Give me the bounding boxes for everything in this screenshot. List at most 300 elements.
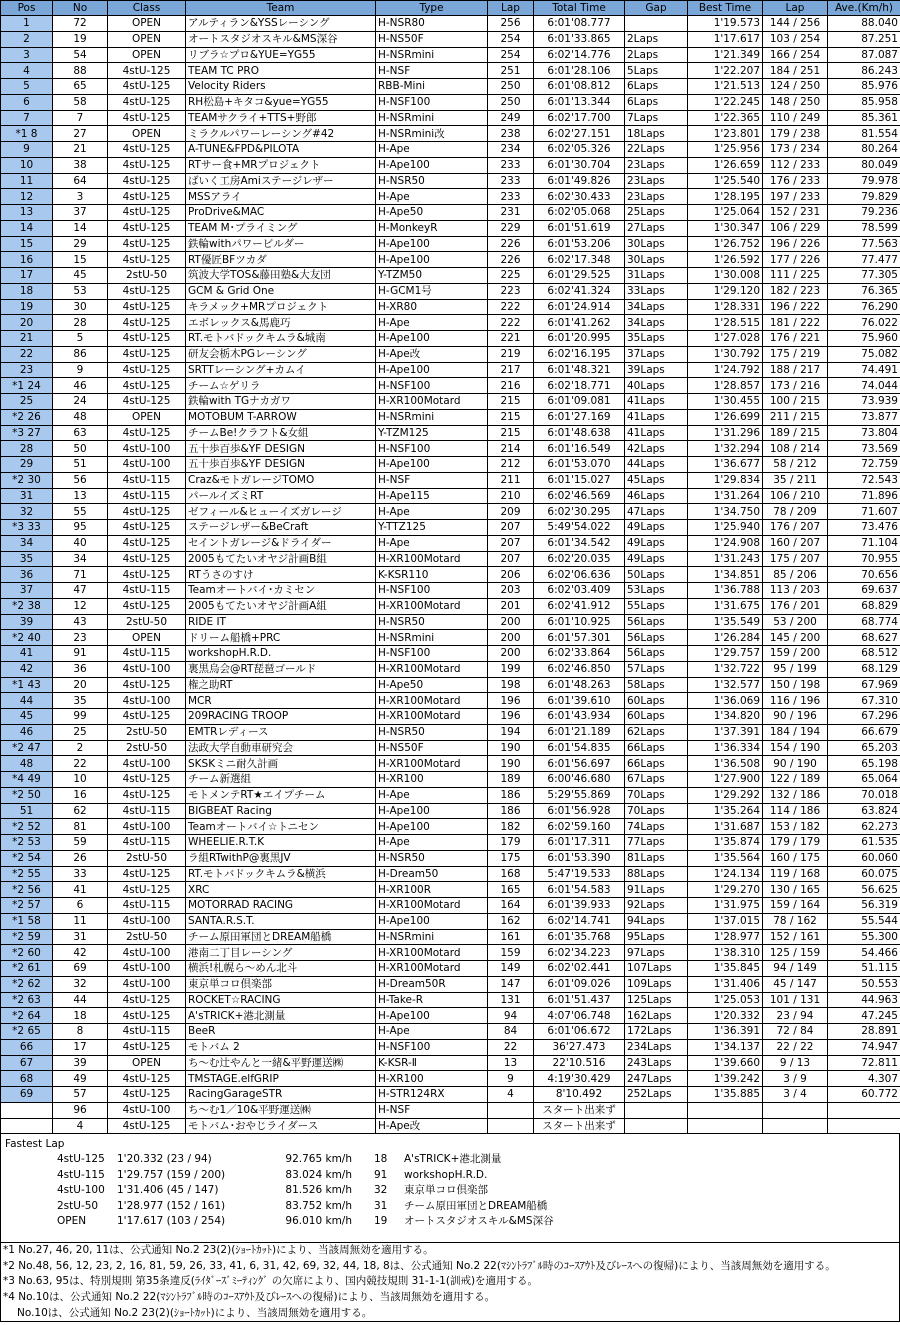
cell-ave-speed: 74.491 [828, 362, 900, 378]
cell-gap: 247Laps [625, 1071, 688, 1087]
cell-total-time: 6:01'17.311 [534, 835, 625, 851]
cell-pos: 20 [1, 315, 53, 331]
cell-ave-speed: 72.811 [828, 1055, 900, 1071]
cell-lap: 219 [488, 346, 534, 362]
table-row [1, 1039, 900, 1055]
cell-total-time: 6:01'48.638 [534, 425, 625, 441]
cell-total-time: 6:02'18.771 [534, 378, 625, 394]
cell-lap: 168 [488, 866, 534, 882]
note-line: *3 No.63, 95は、特別規則 第35条違反(ﾗｲﾀﾞｰｽﾞﾐｰﾃｨﾝｸﾞ の欠席により、国内競技規則 31-1-1(訓戒)を適用する。 [3, 1275, 539, 1288]
cell-team: 鉄輪with TGナカガワ [186, 394, 376, 410]
cell-total-time: 5:29'55.869 [534, 787, 625, 803]
cell-ave-speed: 74.044 [828, 378, 900, 394]
cell-team: RT.モトバドックキムラ&横浜 [186, 866, 376, 882]
cell-type: H-Ape [376, 142, 488, 158]
table-row [1, 646, 900, 662]
cell-pos: 36 [1, 567, 53, 583]
cell-type: H-Ape [376, 315, 488, 331]
cell-lap: 209 [488, 504, 534, 520]
cell-pos: 66 [1, 1039, 53, 1055]
cell-lap: 149 [488, 961, 534, 977]
cell-ave-speed: 87.251 [828, 31, 900, 47]
cell-total-time: 6:01'41.262 [534, 315, 625, 331]
cell-best-time: 1'37.015 [688, 913, 763, 929]
cell-best-time: 1'36.069 [688, 693, 763, 709]
cell-no: 95 [53, 520, 108, 536]
cell-type: H-XR100Motard [376, 551, 488, 567]
cell-best-lap: 173 / 216 [763, 378, 828, 394]
cell-lap: 226 [488, 252, 534, 268]
cell-no: 64 [53, 173, 108, 189]
cell-best-lap: 160 / 207 [763, 535, 828, 551]
cell-type: H-NSRmini改 [376, 126, 488, 142]
table-row [1, 1008, 900, 1024]
cell-ave-speed: 62.273 [828, 819, 900, 835]
cell-type: H-Ape50 [376, 677, 488, 693]
cell-ave-speed: 79.829 [828, 189, 900, 205]
cell-lap: 222 [488, 299, 534, 315]
cell-lap [488, 1118, 534, 1134]
cell-class: 4stU-125 [108, 346, 186, 362]
cell-class: 4stU-100 [108, 693, 186, 709]
cell-gap: 162Laps [625, 1008, 688, 1024]
cell-total-time: 22'10.516 [534, 1055, 625, 1071]
fl-no: 19 [374, 1215, 388, 1228]
cell-class: 4stU-125 [108, 1118, 186, 1134]
table-row [1, 835, 900, 851]
cell-type: H-Dream50 [376, 866, 488, 882]
cell-no: 15 [53, 252, 108, 268]
cell-no: 57 [53, 1087, 108, 1103]
cell-gap: 234Laps [625, 1039, 688, 1055]
table-row [1, 189, 900, 205]
cell-team: RH松島+キタコ&yue=YG55 [186, 94, 376, 110]
cell-lap: 162 [488, 913, 534, 929]
cell-best-lap: 130 / 165 [763, 882, 828, 898]
cell-total-time: 6:02'46.850 [534, 661, 625, 677]
table-row [1, 94, 900, 110]
cell-best-time: 1'22.245 [688, 94, 763, 110]
cell-team: ラ組RTwithP@裏黒JV [186, 850, 376, 866]
cell-team: ち〜む辻やんと一緒&平野運送㈱ [186, 1055, 376, 1071]
cell-total-time: 6:01'54.583 [534, 882, 625, 898]
cell-type: H-NSRmini [376, 929, 488, 945]
cell-type: K-KSR110 [376, 567, 488, 583]
cell-class: 4stU-100 [108, 457, 186, 473]
table-row [1, 504, 900, 520]
cell-team: 五十歩百歩&YF DESIGN [186, 441, 376, 457]
cell-no: 44 [53, 992, 108, 1008]
cell-pos: 45 [1, 709, 53, 725]
cell-pos: *4 49 [1, 772, 53, 788]
cell-lap: 238 [488, 126, 534, 142]
cell-no: 69 [53, 961, 108, 977]
cell-class: OPEN [108, 409, 186, 425]
cell-gap: 107Laps [625, 961, 688, 977]
cell-no: 17 [53, 1039, 108, 1055]
cell-best-lap: 197 / 233 [763, 189, 828, 205]
fastest-lap-row [5, 1168, 895, 1184]
cell-total-time: 6:02'06.636 [534, 567, 625, 583]
cell-ave-speed: 55.544 [828, 913, 900, 929]
cell-gap: 56Laps [625, 630, 688, 646]
cell-pos: 68 [1, 1071, 53, 1087]
cell-best-lap: 108 / 214 [763, 441, 828, 457]
cell-no: 50 [53, 441, 108, 457]
cell-lap: 22 [488, 1039, 534, 1055]
cell-pos: 1 [1, 16, 53, 32]
cell-class: 4stU-115 [108, 898, 186, 914]
cell-ave-speed: 67.296 [828, 709, 900, 725]
table-row [1, 488, 900, 504]
cell-ave-speed: 65.064 [828, 772, 900, 788]
cell-lap: 201 [488, 598, 534, 614]
header-row [1, 1, 900, 16]
cell-best-lap: 160 / 175 [763, 850, 828, 866]
cell-class: 4stU-125 [108, 63, 186, 79]
header-gap: Gap [625, 1, 688, 16]
cell-best-lap: 177 / 226 [763, 252, 828, 268]
cell-pos: 44 [1, 693, 53, 709]
results-body [1, 16, 900, 1134]
cell-lap: 221 [488, 331, 534, 347]
cell-no: 63 [53, 425, 108, 441]
cell-best-lap: 154 / 190 [763, 740, 828, 756]
cell-no: 38 [53, 157, 108, 173]
cell-class: OPEN [108, 31, 186, 47]
cell-gap: 58Laps [625, 677, 688, 693]
cell-best-lap: 103 / 254 [763, 31, 828, 47]
cell-lap: 164 [488, 898, 534, 914]
cell-best-lap: 181 / 222 [763, 315, 828, 331]
cell-gap: 6Laps [625, 79, 688, 95]
cell-ave-speed: 71.104 [828, 535, 900, 551]
cell-total-time: 6:02'59.160 [534, 819, 625, 835]
cell-total-time: 6:01'33.865 [534, 31, 625, 47]
cell-ave-speed: 77.563 [828, 236, 900, 252]
cell-team: TEAM TC PRO [186, 63, 376, 79]
cell-ave-speed: 68.627 [828, 630, 900, 646]
cell-lap: 254 [488, 31, 534, 47]
cell-ave-speed: 63.824 [828, 803, 900, 819]
cell-gap: 45Laps [625, 472, 688, 488]
table-row [1, 913, 900, 929]
table-row [1, 252, 900, 268]
table-row [1, 772, 900, 788]
cell-lap: 13 [488, 1055, 534, 1071]
cell-pos: *1 24 [1, 378, 53, 394]
table-row [1, 346, 900, 362]
cell-type: H-NSRmini [376, 630, 488, 646]
cell-pos: 18 [1, 283, 53, 299]
cell-type: H-Ape [376, 535, 488, 551]
cell-best-time: 1'28.195 [688, 189, 763, 205]
cell-lap: 189 [488, 772, 534, 788]
cell-ave-speed: 81.554 [828, 126, 900, 142]
cell-type: H-Ape [376, 787, 488, 803]
cell-class: 4stU-115 [108, 646, 186, 662]
cell-class: 2stU-50 [108, 850, 186, 866]
cell-lap: 190 [488, 740, 534, 756]
cell-best-time [688, 1102, 763, 1118]
cell-no: 25 [53, 724, 108, 740]
cell-pos [1, 1102, 53, 1118]
fl-class: 4stU-125 [57, 1153, 105, 1166]
cell-class: 4stU-125 [108, 551, 186, 567]
cell-lap: 200 [488, 646, 534, 662]
cell-type: Y-TZM50 [376, 268, 488, 284]
cell-best-lap: 113 / 203 [763, 583, 828, 599]
cell-type: H-Ape [376, 835, 488, 851]
cell-lap: 211 [488, 472, 534, 488]
table-row [1, 598, 900, 614]
cell-gap: 30Laps [625, 236, 688, 252]
cell-no: 71 [53, 567, 108, 583]
cell-lap: 179 [488, 835, 534, 851]
cell-class: 4stU-100 [108, 961, 186, 977]
cell-best-lap: 3 / 9 [763, 1071, 828, 1087]
cell-pos: *2 47 [1, 740, 53, 756]
cell-class: 4stU-115 [108, 488, 186, 504]
table-row [1, 740, 900, 756]
cell-gap: 66Laps [625, 756, 688, 772]
fl-speed: 92.765 km/h [285, 1153, 352, 1166]
cell-ave-speed: 68.512 [828, 646, 900, 662]
cell-lap: 210 [488, 488, 534, 504]
cell-team: MOTOBUM T-ARROW [186, 409, 376, 425]
cell-pos: *2 59 [1, 929, 53, 945]
cell-class: 4stU-125 [108, 787, 186, 803]
cell-best-time: 1'32.294 [688, 441, 763, 457]
cell-lap: 223 [488, 283, 534, 299]
cell-lap: 147 [488, 976, 534, 992]
cell-ave-speed: 56.319 [828, 898, 900, 914]
cell-ave-speed: 77.477 [828, 252, 900, 268]
cell-pos: 13 [1, 205, 53, 221]
cell-pos: *2 40 [1, 630, 53, 646]
table-row [1, 220, 900, 236]
cell-total-time: 5:47'19.533 [534, 866, 625, 882]
cell-best-lap: 132 / 186 [763, 787, 828, 803]
cell-type: H-Ape改 [376, 346, 488, 362]
fastest-lap-row [5, 1152, 895, 1168]
cell-total-time: 6:01'27.169 [534, 409, 625, 425]
cell-total-time: 6:01'53.390 [534, 850, 625, 866]
cell-class: 4stU-125 [108, 236, 186, 252]
cell-ave-speed: 66.679 [828, 724, 900, 740]
cell-gap: 23Laps [625, 189, 688, 205]
cell-best-time: 1'35.845 [688, 961, 763, 977]
cell-class: 4stU-100 [108, 976, 186, 992]
cell-class: 4stU-125 [108, 205, 186, 221]
cell-class: 4stU-125 [108, 992, 186, 1008]
cell-class: 4stU-125 [108, 535, 186, 551]
cell-total-time: 6:01'35.768 [534, 929, 625, 945]
cell-type: H-XR100Motard [376, 961, 488, 977]
cell-best-time: 1'32.722 [688, 661, 763, 677]
header-class: Class [108, 1, 186, 16]
cell-best-time: 1'37.391 [688, 724, 763, 740]
cell-team: チーム☆ゲリラ [186, 378, 376, 394]
cell-total-time: 6:01'30.704 [534, 157, 625, 173]
cell-best-lap: 85 / 206 [763, 567, 828, 583]
cell-total-time: 6:01'57.301 [534, 630, 625, 646]
cell-pos: 39 [1, 614, 53, 630]
cell-pos: 2 [1, 31, 53, 47]
table-row [1, 236, 900, 252]
cell-team: ゼフィール&ヒューイズガレージ [186, 504, 376, 520]
cell-gap: 67Laps [625, 772, 688, 788]
table-row [1, 709, 900, 725]
cell-pos: 6 [1, 94, 53, 110]
cell-pos: *2 53 [1, 835, 53, 851]
table-row [1, 520, 900, 536]
cell-ave-speed: 76.365 [828, 283, 900, 299]
fastest-lap-row [5, 1214, 895, 1230]
cell-no: 27 [53, 126, 108, 142]
cell-team: ミラクルパワーレーシング#42 [186, 126, 376, 142]
cell-best-lap: 101 / 131 [763, 992, 828, 1008]
cell-best-time: 1'32.577 [688, 677, 763, 693]
fl-time: 1'20.332 (23 / 94) [117, 1153, 212, 1166]
cell-type: H-Ape [376, 189, 488, 205]
cell-total-time: 6:01'43.934 [534, 709, 625, 725]
cell-lap: 225 [488, 268, 534, 284]
cell-lap: 4 [488, 1087, 534, 1103]
cell-best-time: 1'30.792 [688, 346, 763, 362]
cell-pos: *1 43 [1, 677, 53, 693]
cell-team: RacingGarageSTR [186, 1087, 376, 1103]
cell-type: H-Ape100 [376, 819, 488, 835]
cell-gap: 50Laps [625, 567, 688, 583]
table-row [1, 850, 900, 866]
cell-type: Y-TTZ125 [376, 520, 488, 536]
cell-type: H-NSF [376, 1102, 488, 1118]
cell-best-time: 1'26.284 [688, 630, 763, 646]
cell-no: 36 [53, 661, 108, 677]
cell-total-time: 6:02'05.326 [534, 142, 625, 158]
table-row [1, 283, 900, 299]
fl-class: 4stU-100 [57, 1184, 105, 1197]
cell-ave-speed: 70.955 [828, 551, 900, 567]
cell-class: 4stU-100 [108, 661, 186, 677]
cell-total-time: 6:02'30.295 [534, 504, 625, 520]
cell-pos: *1 58 [1, 913, 53, 929]
cell-class: 2stU-50 [108, 268, 186, 284]
cell-type: H-NSR50 [376, 173, 488, 189]
cell-team: 港南二丁目レーシング [186, 945, 376, 961]
cell-total-time: 6:02'14.776 [534, 47, 625, 63]
cell-class: 4stU-125 [108, 142, 186, 158]
table-row [1, 425, 900, 441]
cell-best-time: 1'24.134 [688, 866, 763, 882]
cell-team: XRC [186, 882, 376, 898]
cell-best-lap: 152 / 231 [763, 205, 828, 221]
table-row [1, 1087, 900, 1103]
cell-team: SRTTレーシング+カムイ [186, 362, 376, 378]
cell-total-time: 6:01'16.549 [534, 441, 625, 457]
cell-type: H-XR100Motard [376, 693, 488, 709]
cell-ave-speed: 73.877 [828, 409, 900, 425]
cell-team: 研友会栃木PGレーシング [186, 346, 376, 362]
cell-lap: 198 [488, 677, 534, 693]
table-row [1, 1024, 900, 1040]
cell-best-time: 1'30.347 [688, 220, 763, 236]
cell-best-time: 1'35.564 [688, 850, 763, 866]
cell-gap: 41Laps [625, 409, 688, 425]
cell-pos: 4 [1, 63, 53, 79]
cell-lap: 216 [488, 378, 534, 394]
cell-ave-speed: 74.947 [828, 1039, 900, 1055]
cell-best-lap: 116 / 196 [763, 693, 828, 709]
cell-lap: 182 [488, 819, 534, 835]
cell-team: リブラ☆プロ&YUE=YG55 [186, 47, 376, 63]
cell-total-time: 6:02'17.348 [534, 252, 625, 268]
table-row [1, 630, 900, 646]
cell-ave-speed: 60.060 [828, 850, 900, 866]
cell-lap: 207 [488, 520, 534, 536]
table-row [1, 331, 900, 347]
cell-pos: *2 55 [1, 866, 53, 882]
cell-gap: 37Laps [625, 346, 688, 362]
cell-lap: 254 [488, 47, 534, 63]
cell-class: 4stU-115 [108, 583, 186, 599]
cell-pos: 23 [1, 362, 53, 378]
cell-class: 4stU-100 [108, 441, 186, 457]
cell-best-lap: 119 / 168 [763, 866, 828, 882]
cell-lap: 206 [488, 567, 534, 583]
cell-total-time: 6:02'30.433 [534, 189, 625, 205]
cell-lap: 94 [488, 1008, 534, 1024]
cell-gap: 57Laps [625, 661, 688, 677]
fastest-lap-title: Fastest Lap [5, 1138, 65, 1151]
cell-best-lap: 173 / 234 [763, 142, 828, 158]
note-line: *4 No.10は、公式通知 No.2 22(ﾏｼﾝﾄﾗﾌﾞﾙ時のｺｰｽｱｳﾄ及びﾚｰｽへの復帰)により、当該周無効を適用する。 [3, 1291, 496, 1304]
cell-pos: *2 52 [1, 819, 53, 835]
cell-gap: 49Laps [625, 520, 688, 536]
cell-total-time: 6:01'49.826 [534, 173, 625, 189]
cell-total-time: 6:02'17.700 [534, 110, 625, 126]
cell-no: 96 [53, 1102, 108, 1118]
cell-gap: 62Laps [625, 724, 688, 740]
table-row [1, 457, 900, 473]
cell-type: H-NSF100 [376, 94, 488, 110]
cell-best-lap: 95 / 199 [763, 661, 828, 677]
cell-team: WHEELIE.R.T.K [186, 835, 376, 851]
cell-no: 26 [53, 850, 108, 866]
cell-best-time: 1'26.699 [688, 409, 763, 425]
cell-best-lap [763, 1118, 828, 1134]
cell-best-lap: 9 / 13 [763, 1055, 828, 1071]
cell-total-time: 6:01'10.925 [534, 614, 625, 630]
cell-type: H-NSRmini [376, 409, 488, 425]
cell-pos: 9 [1, 142, 53, 158]
cell-total-time: 6:01'29.525 [534, 268, 625, 284]
cell-no: 12 [53, 598, 108, 614]
cell-type: H-Ape100 [376, 913, 488, 929]
cell-team: 法政大学自動車研究会 [186, 740, 376, 756]
cell-class: 4stU-125 [108, 709, 186, 725]
cell-no: 99 [53, 709, 108, 725]
cell-team: TMSTAGE.elfGRIP [186, 1071, 376, 1087]
cell-total-time: 4:07'06.748 [534, 1008, 625, 1024]
cell-no: 3 [53, 189, 108, 205]
cell-best-time: 1'25.940 [688, 520, 763, 536]
cell-no: 9 [53, 362, 108, 378]
cell-lap: 196 [488, 693, 534, 709]
cell-team: ステージレザー&BeCraft [186, 520, 376, 536]
cell-pos [1, 1118, 53, 1134]
